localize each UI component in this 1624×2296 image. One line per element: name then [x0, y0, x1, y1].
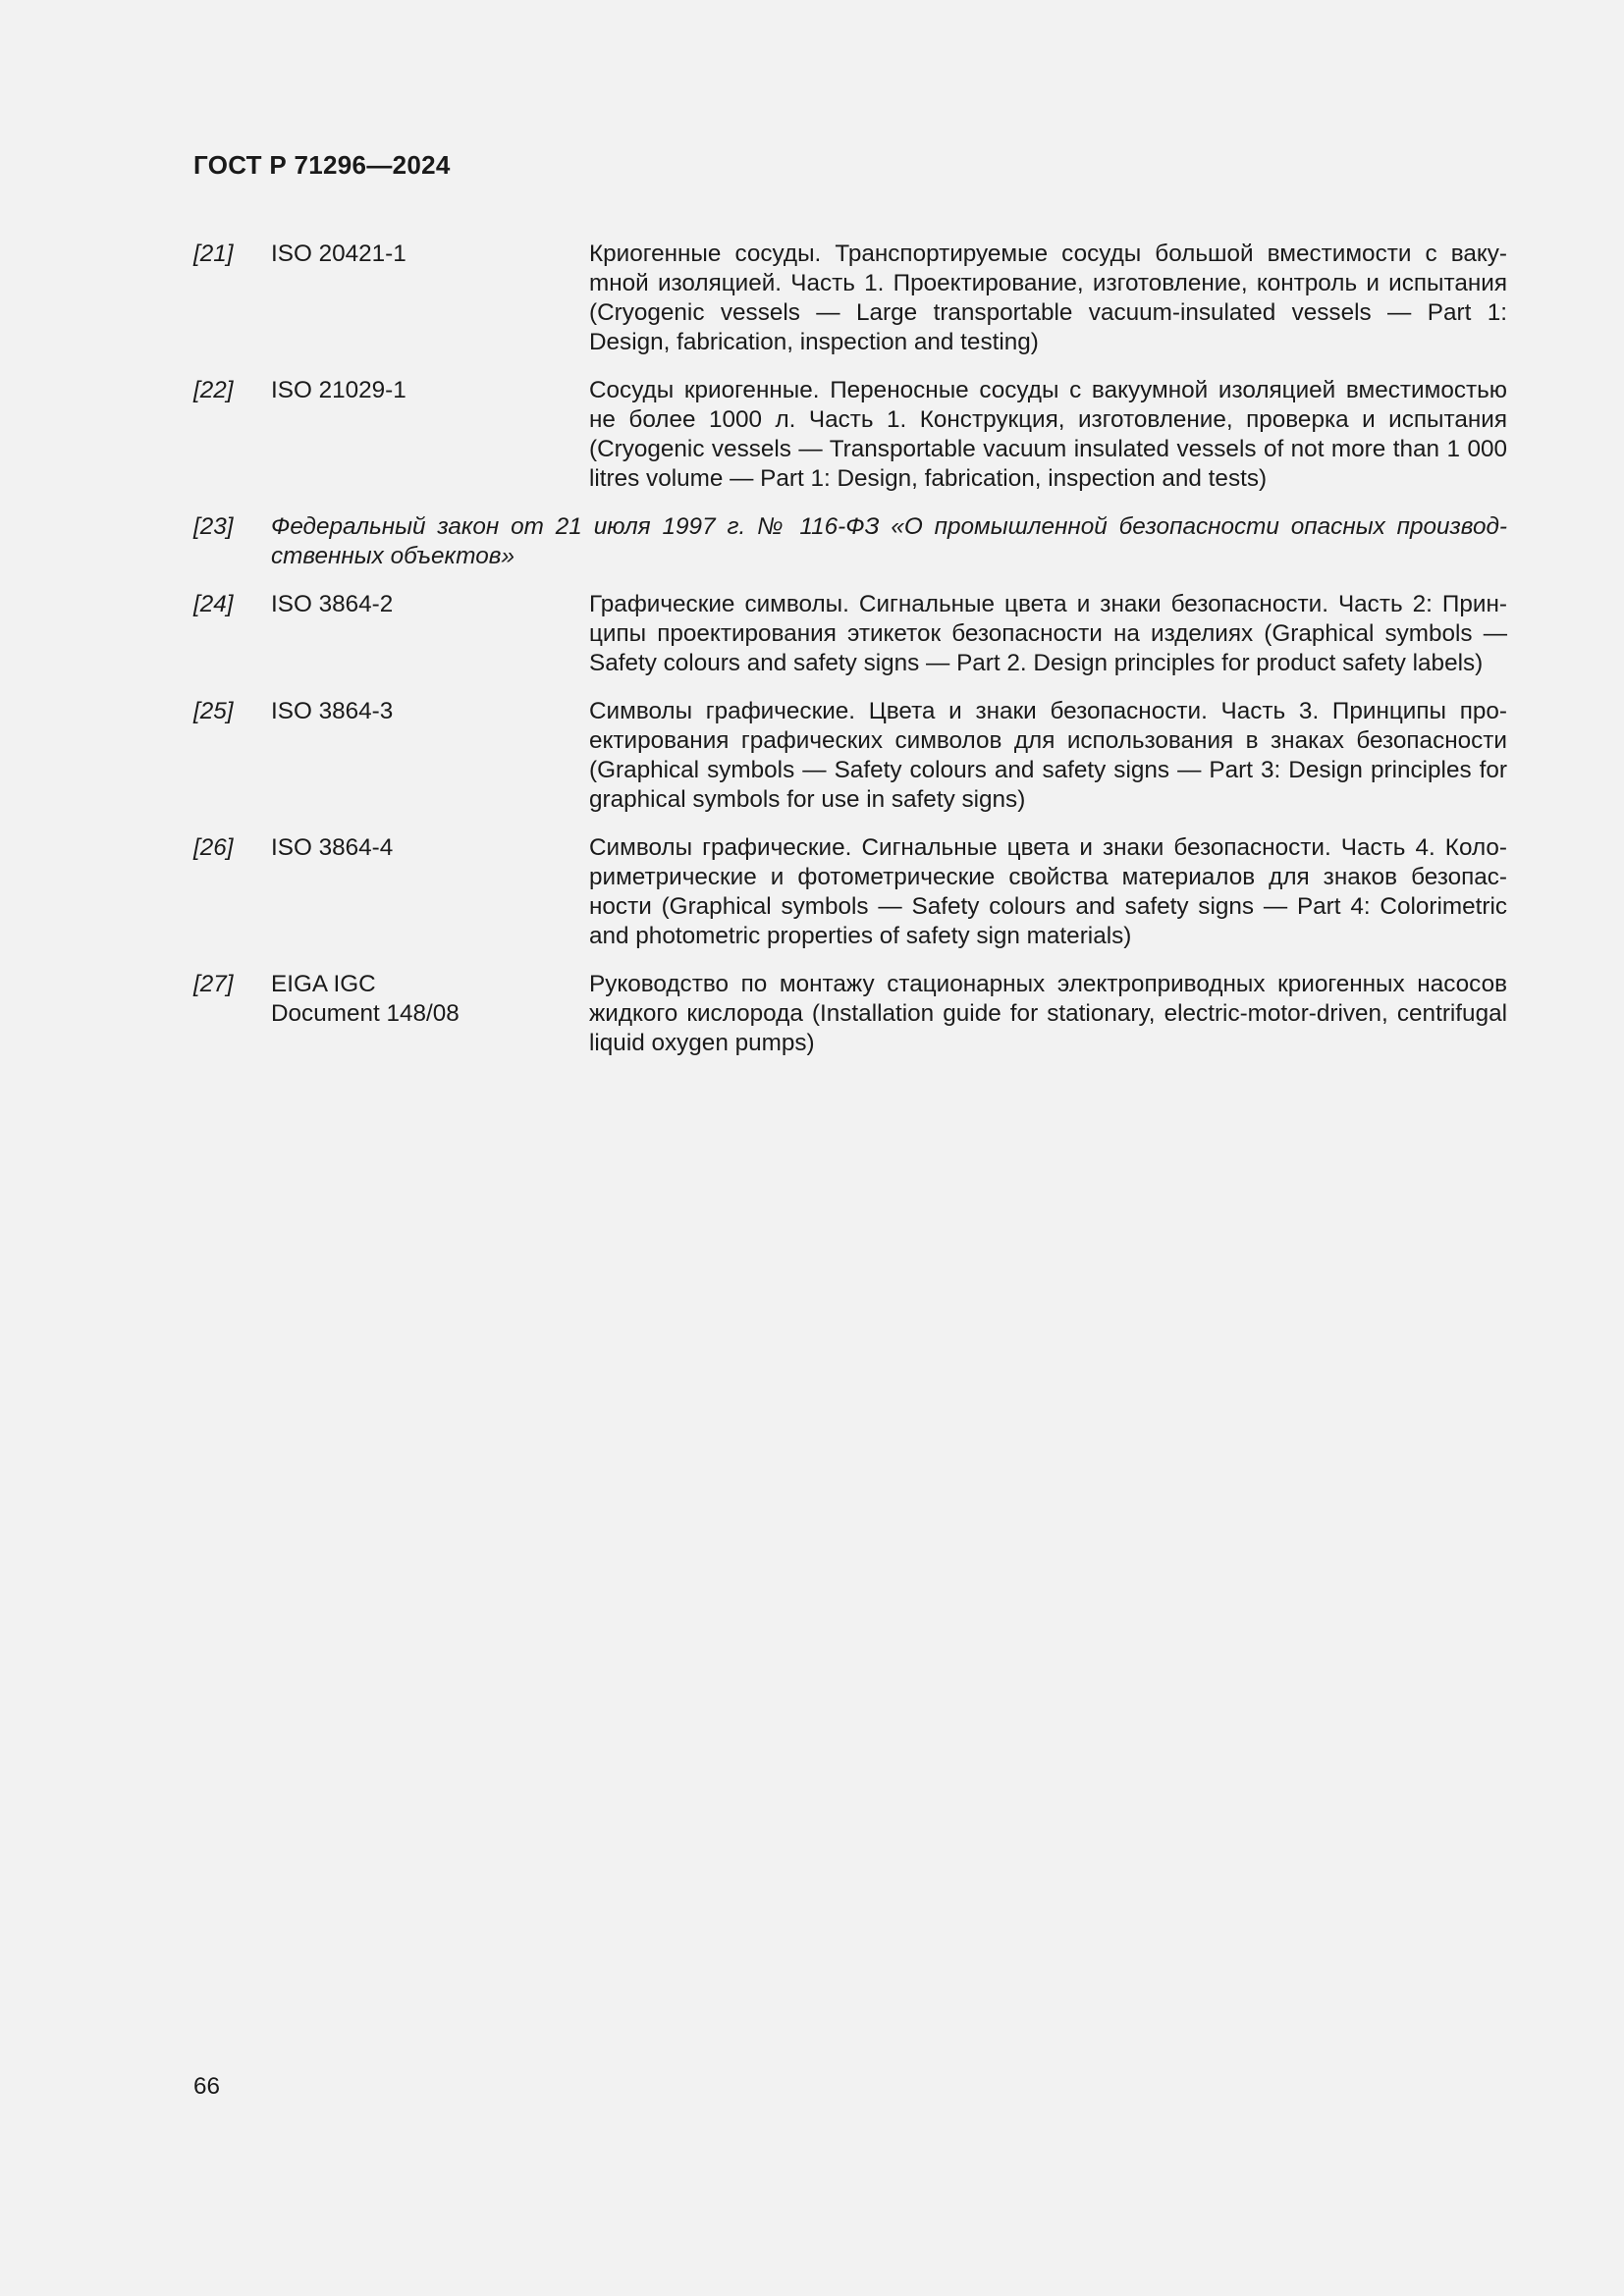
entry-number: [25]: [193, 698, 234, 724]
entry-description: Символы графические. Цвета и знаки безопасности. Часть 3. Принципы проектирования графических символов для использования в знаках безопасности (Graphical symbols — Safety colours and safety signs — Part 3: Design principles for graphical symbols for use in safety signs): [589, 698, 1507, 813]
bibliography-entry: [193, 590, 1507, 678]
entry-standard-code: ISO 3864-2: [271, 591, 394, 617]
bibliography-list: [193, 240, 1507, 1077]
bibliography-entry: [193, 970, 1507, 1058]
entry-description: Федеральный закон от 21 июля 1997 г. № 116-ФЗ «О промышленной безопасности опасных производственных объектов»: [271, 513, 1507, 569]
entry-standard-code: ISO 21029-1: [271, 377, 406, 403]
entry-description: Графические символы. Сигнальные цвета и знаки безопасности. Часть 2: Принципы проектирования этикеток безопасности на изделиях (Graphical symbols — Safety colours and safety signs — Part 2. Design principles for product safety labels): [589, 591, 1507, 676]
bibliography-entry: [193, 240, 1507, 357]
entry-number: [23]: [193, 513, 234, 540]
entry-number: [26]: [193, 834, 234, 861]
entry-description: Криогенные сосуды. Транспортируемые сосуды большой вместимости с вакуmной изоляцией. Часть 1. Проектирование, изготовление, контроль и испытания (Cryogenic vessels — Large transportable vacuum-insulated vessels — Part 1: Design, fabrication, inspection and testing): [589, 240, 1507, 355]
entry-description: Руководство по монтажу стационарных электроприводных криогенных насосов жидкого кислорода (Installation guide for stationary, electric-motor-driven, centrifugal liquid oxygen pumps): [589, 971, 1507, 1056]
bibliography-entry: [193, 512, 1507, 571]
document-standard-title: ГОСТ Р 71296—2024: [193, 150, 451, 180]
entry-number: [22]: [193, 377, 234, 403]
entry-description: Символы графические. Сигнальные цвета и знаки безопасности. Часть 4. Колориметрические и фотометрические свойства материалов для знаков безопасности (Graphical symbols — Safety colours and safety signs — Part 4: Colorimetric and photometric properties of safety sign materials): [589, 834, 1507, 949]
entry-description: Сосуды криогенные. Переносные сосуды с вакуумной изоляцией вместимостью не более 1000 л. Часть 1. Конструкция, изготовление, проверка и испытания (Cryogenic vessels — Transportable vacuum insulated vessels of not more than 1 000 litres volume — Part 1: Design, fabrication, inspection and tests): [589, 377, 1507, 492]
bibliography-entry: [193, 376, 1507, 494]
bibliography-entry: [193, 697, 1507, 815]
bibliography-entry: [193, 833, 1507, 951]
entry-number: [21]: [193, 240, 234, 267]
entry-standard-code: ISO 3864-3: [271, 698, 394, 724]
entry-standard-code: EIGA IGC Document 148/08: [271, 971, 460, 1027]
entry-number: [27]: [193, 971, 234, 997]
entry-number: [24]: [193, 591, 234, 617]
entry-standard-code: ISO 3864-4: [271, 834, 394, 861]
page-number: 66: [193, 2073, 221, 2100]
entry-standard-code: ISO 20421-1: [271, 240, 406, 267]
